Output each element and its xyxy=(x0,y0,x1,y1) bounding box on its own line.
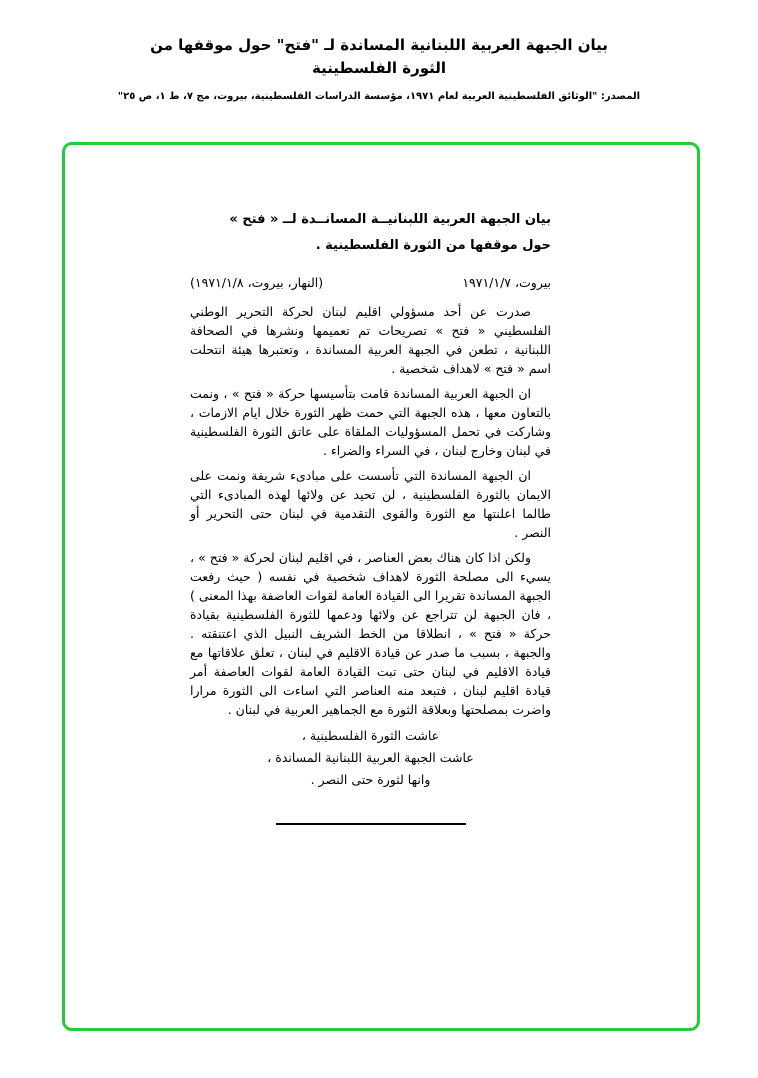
document-title xyxy=(190,207,551,259)
doc-paragraph: ان الجبهة العربية المساندة قامت بتأسيسها حركة « فتح » ، ونمت بالتعاون معها ، هذه الجبهة التي حمت ظهر الثورة خلال ايام الازمات ، وشاركت في تحمل المسؤوليات الملقاة على عاتق الثورة الفلسطينية في لبنان وخارج لبنان ، في السراء والضراء . xyxy=(190,386,551,458)
page-title: بيان الجبهة العربية اللبنانية المساندة لـ "فتح" حول موقفها من الثورة الفلسطينية xyxy=(150,36,608,78)
document-content xyxy=(65,145,697,825)
closing-slogans xyxy=(190,725,551,791)
doc-paragraph: ولكن اذا كان هناك بعض العناصر ، في اقليم لبنان لحركة « فتح » ، يسيء الى مصلحة الثورة لاهداف شخصية في نفسه ( حيث رفعت الجبهة المساندة تقريرا الى القيادة العامة لقوات العاصفة بهذا المعنى ) ، فان الجبهة لن تتراجع عن ولائها ودعمها للثورة الفلسطينية بقيادة حركة « فتح » ، انطلاقا من الخط الشريف النبيل الذي اعتنقته . والجبهة ، بسبب ما صدر عن قيادة الاقليم في لبنان ، تعلق علاقاتها مع قيادة الاقليم في لبنان حتى تبت القيادة العامة لقوات العاصفة أمر قيادة اقليم لبنان ، فتبعد منه العناصر التي اساءت الى الثورة مرارا واضرت بمصلحتها وبعلاقة الثورة مع الجماهير العربية في لبنان . xyxy=(190,550,551,717)
header xyxy=(0,34,758,102)
closing-line: عاشت الجبهة العربية اللبنانية المساندة ، xyxy=(267,750,474,765)
doc-paragraph: ان الجبهة المساندة التي تأسست على مبادىء شريفة ونمت على الايمان بالثورة الفلسطينية ، لن تحيد عن ولائها لهذه المبادىء التي طالما اعلنتها مع الثورة والقوى التقدمية في لبنان حتى التحرير أو النصر . xyxy=(190,468,551,540)
doc-paragraph: صدرت عن أحد مسؤولي اقليم لبنان لحركة التحرير الوطني الفلسطيني « فتح » تصريحات تم تعميمها ونشرها في الصحافة اللبنانية ، تطعن في الجبهة العربية المساندة ، وتعتبرها هيئة انتحلت اسم « فتح » لاهداف شخصية . xyxy=(190,304,551,376)
closing-line: عاشت الثورة الفلسطينية ، xyxy=(301,728,440,743)
dateline-publication: (النهار، بيروت، ١٩٧١/١/٨) xyxy=(190,275,324,290)
end-divider xyxy=(276,823,466,825)
dateline-place-date: بيروت، ١٩٧١/١/٧ xyxy=(462,275,551,290)
document-body xyxy=(190,302,551,719)
source-citation: المصدر: "الوثائق الفلسطينية العربية لعام ١٩٧١، مؤسسة الدراسات الفلسطينية، بيروت، مج ٧، ط ١، ص ٢٥" xyxy=(117,90,641,102)
dateline xyxy=(190,273,551,292)
document-title-line2: حول موقفها من الثورة الفلسطينية . xyxy=(315,238,551,253)
document-title-line1: بيان الجبهة العربية اللبنانيــة المسانــدة لــ « فتح » xyxy=(229,212,551,227)
closing-line: وانها لثورة حتى النصر . xyxy=(310,772,431,787)
document-page xyxy=(62,142,700,1031)
